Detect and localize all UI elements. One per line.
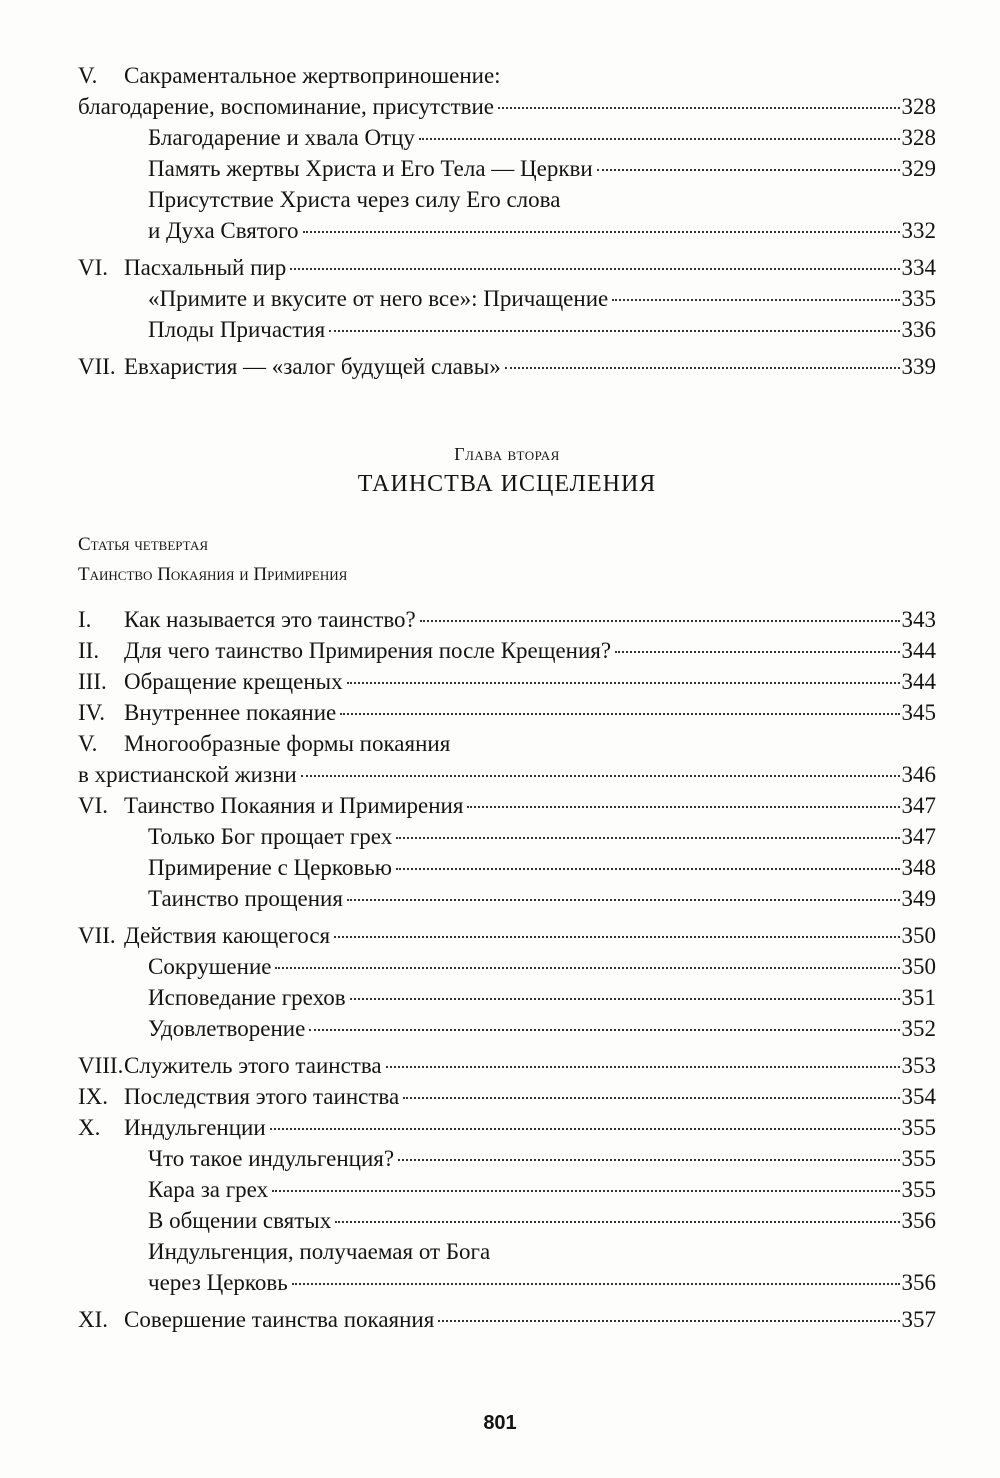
page-folio: 801 [483, 1412, 517, 1434]
leader-dots [350, 998, 900, 1000]
page-number: 339 [901, 354, 936, 379]
page-number: 343 [901, 607, 936, 632]
chapter-kicker: Глава вторая [454, 444, 560, 464]
leader-dots [270, 1128, 900, 1130]
page-number: 355 [901, 1146, 936, 1171]
entry-title: Удовлетворение [148, 1016, 306, 1041]
page-number: 351 [901, 985, 936, 1010]
page-number: 329 [901, 156, 936, 181]
toc-subentry[interactable] [78, 215, 936, 246]
toc-subentry[interactable] [78, 821, 936, 852]
toc-subentry[interactable] [78, 1174, 936, 1205]
toc-subentry[interactable] [78, 122, 936, 153]
entry-number: I. [78, 607, 92, 632]
toc-entry-vii[interactable] [78, 920, 936, 951]
leader-dots [301, 775, 900, 777]
entry-title: Только Бог прощает грех [148, 824, 393, 849]
page-number: 348 [901, 855, 936, 880]
leader-dots [420, 620, 900, 622]
page-number: 335 [901, 286, 936, 311]
page-number: 332 [901, 218, 936, 243]
entry-number: XI. [78, 1307, 109, 1332]
page-number: 355 [901, 1115, 936, 1140]
page-number: 336 [901, 317, 936, 342]
entry-title: и Духа Святого [148, 218, 299, 243]
entry-title: Служитель этого таинства [124, 1053, 382, 1078]
entry-title: Многообразные формы покаяния [124, 731, 451, 756]
page-number: 346 [901, 762, 936, 787]
entry-title: в христианской жизни [78, 762, 297, 787]
leader-dots [303, 231, 900, 233]
chapter-title: ТАИНСТВА ИСЦЕЛЕНИЯ [357, 471, 657, 497]
leader-dots [505, 367, 900, 369]
toc-subentry[interactable] [78, 1205, 936, 1236]
leader-dots [292, 1283, 900, 1285]
toc-subentry[interactable] [78, 153, 936, 184]
entry-number: V. [78, 731, 98, 756]
leader-dots [335, 1221, 899, 1223]
entry-number: X. [78, 1115, 101, 1140]
entry-number: II. [78, 638, 100, 663]
entry-title: Благодарение и хвала Отцу [148, 125, 415, 150]
leader-dots [272, 1190, 899, 1192]
leader-dots [309, 1029, 899, 1031]
page-number: 344 [901, 638, 936, 663]
entry-number: V. [78, 63, 98, 88]
entry-number: VI. [78, 793, 109, 818]
entry-title: Евхаристия — «залог будущей славы» [124, 354, 501, 379]
article-kicker: Статья четвертая [78, 534, 209, 555]
leader-dots [438, 1320, 899, 1322]
page-number: 352 [901, 1016, 936, 1041]
entry-title: Внутреннее покаяние [124, 700, 337, 725]
leader-dots [615, 651, 899, 653]
leader-dots [467, 806, 899, 808]
leader-dots [290, 268, 899, 270]
toc-entry-vi[interactable] [78, 790, 936, 821]
toc-entry-vi[interactable] [78, 252, 936, 283]
page-number: 356 [901, 1208, 936, 1233]
entry-title: Таинство прощения [148, 886, 343, 911]
toc-entry-v[interactable] [78, 759, 936, 790]
toc-entry-v-heading [78, 60, 936, 91]
toc-subentry[interactable] [78, 1143, 936, 1174]
entry-title: Сакраментальное жертвоприношение: [124, 63, 501, 88]
toc-subentry[interactable] [78, 883, 936, 914]
toc-subentry[interactable] [78, 283, 936, 314]
entry-title: Индульгенция, получаемая от Бога [148, 1239, 491, 1264]
leader-dots [386, 1066, 900, 1068]
page-number: 334 [901, 255, 936, 280]
leader-dots [419, 138, 900, 140]
leader-dots [398, 1159, 899, 1161]
toc-subentry[interactable] [78, 1267, 936, 1298]
toc-subentry[interactable] [78, 852, 936, 883]
entry-number: VI. [78, 255, 109, 280]
leader-dots [597, 169, 900, 171]
page-number: 328 [901, 94, 936, 119]
entry-title: Примирение с Церковью [148, 855, 392, 880]
leader-dots [329, 330, 899, 332]
toc-subentry[interactable] [78, 1013, 936, 1044]
toc-page [78, 60, 936, 1335]
leader-dots [403, 1097, 899, 1099]
entry-title: Исповедание грехов [148, 985, 346, 1010]
entry-title: Присутствие Христа через силу Его слова [148, 187, 561, 212]
entry-title: «Примите и вкусите от него все»: Причащение [148, 286, 609, 311]
page-number: 350 [901, 954, 936, 979]
toc-entry-iv[interactable] [78, 697, 936, 728]
page-number: 354 [901, 1084, 936, 1109]
leader-dots [275, 967, 899, 969]
entry-title: В общении святых [148, 1208, 332, 1233]
page-number: 355 [901, 1177, 936, 1202]
toc-subentry[interactable] [78, 314, 936, 345]
toc-entry-iii[interactable] [78, 666, 936, 697]
page-number: 350 [901, 923, 936, 948]
leader-dots [334, 936, 899, 938]
entry-title: Таинство Покаяния и Примирения [124, 793, 464, 818]
toc-entry-v[interactable] [78, 91, 936, 122]
leader-dots [347, 682, 900, 684]
toc-entry-vii[interactable] [78, 351, 936, 382]
toc-entry-v-heading [78, 728, 936, 759]
toc-subentry-heading [78, 1236, 936, 1267]
entry-number: III. [78, 669, 107, 694]
page-number: 328 [901, 125, 936, 150]
entry-title: Пасхальный пир [124, 255, 287, 280]
page-number: 344 [901, 669, 936, 694]
entry-title: Обращение крещеных [124, 669, 343, 694]
entry-title: Что такое индульгенция? [148, 1146, 395, 1171]
toc-subentry-heading [78, 184, 936, 215]
leader-dots [396, 837, 899, 839]
page-number: 345 [901, 700, 936, 725]
entry-title: Плоды Причастия [148, 317, 326, 342]
entry-title: Сокрушение [148, 954, 272, 979]
entry-title: Как называется это таинство? [124, 607, 416, 632]
entry-title: Индульгенции [124, 1115, 266, 1140]
leader-dots [396, 868, 900, 870]
leader-dots [340, 713, 899, 715]
page-number: 356 [901, 1270, 936, 1295]
entry-number: VIII. [78, 1053, 124, 1078]
leader-dots [347, 899, 900, 901]
entry-title: Память жертвы Христа и Его Тела — Церкви [148, 156, 593, 181]
entry-number: VII. [78, 923, 116, 948]
page-number: 347 [901, 824, 936, 849]
entry-title: через Церковь [148, 1270, 288, 1295]
toc-entry-ix[interactable] [78, 1081, 936, 1112]
page-number: 353 [901, 1053, 936, 1078]
page-number: 357 [901, 1307, 936, 1332]
toc-subentry[interactable] [78, 982, 936, 1013]
page-number: 347 [901, 793, 936, 818]
toc-entry-viii[interactable] [78, 1050, 936, 1081]
entry-number: IX. [78, 1084, 109, 1109]
entry-title: Совершение таинства покаяния [124, 1307, 435, 1332]
article-title: Таинство Покаяния и Примирения [78, 564, 348, 585]
entry-title: Кара за грех [148, 1177, 269, 1202]
entry-number: IV. [78, 700, 106, 725]
toc-entry-i[interactable] [78, 604, 936, 635]
entry-title: благодарение, воспоминание, присутствие [78, 94, 495, 119]
leader-dots [612, 299, 899, 301]
page-number: 349 [901, 886, 936, 911]
entry-title: Для чего таинство Примирения после Крещения? [124, 638, 612, 663]
toc-subentry[interactable] [78, 951, 936, 982]
entry-title: Последствия этого таинства [124, 1084, 400, 1109]
toc-entry-x[interactable] [78, 1112, 936, 1143]
entry-number: VII. [78, 354, 116, 379]
entry-title: Действия кающегося [124, 923, 331, 948]
leader-dots [498, 107, 899, 109]
toc-entry-xi[interactable] [78, 1304, 936, 1335]
toc-entry-ii[interactable] [78, 635, 936, 666]
